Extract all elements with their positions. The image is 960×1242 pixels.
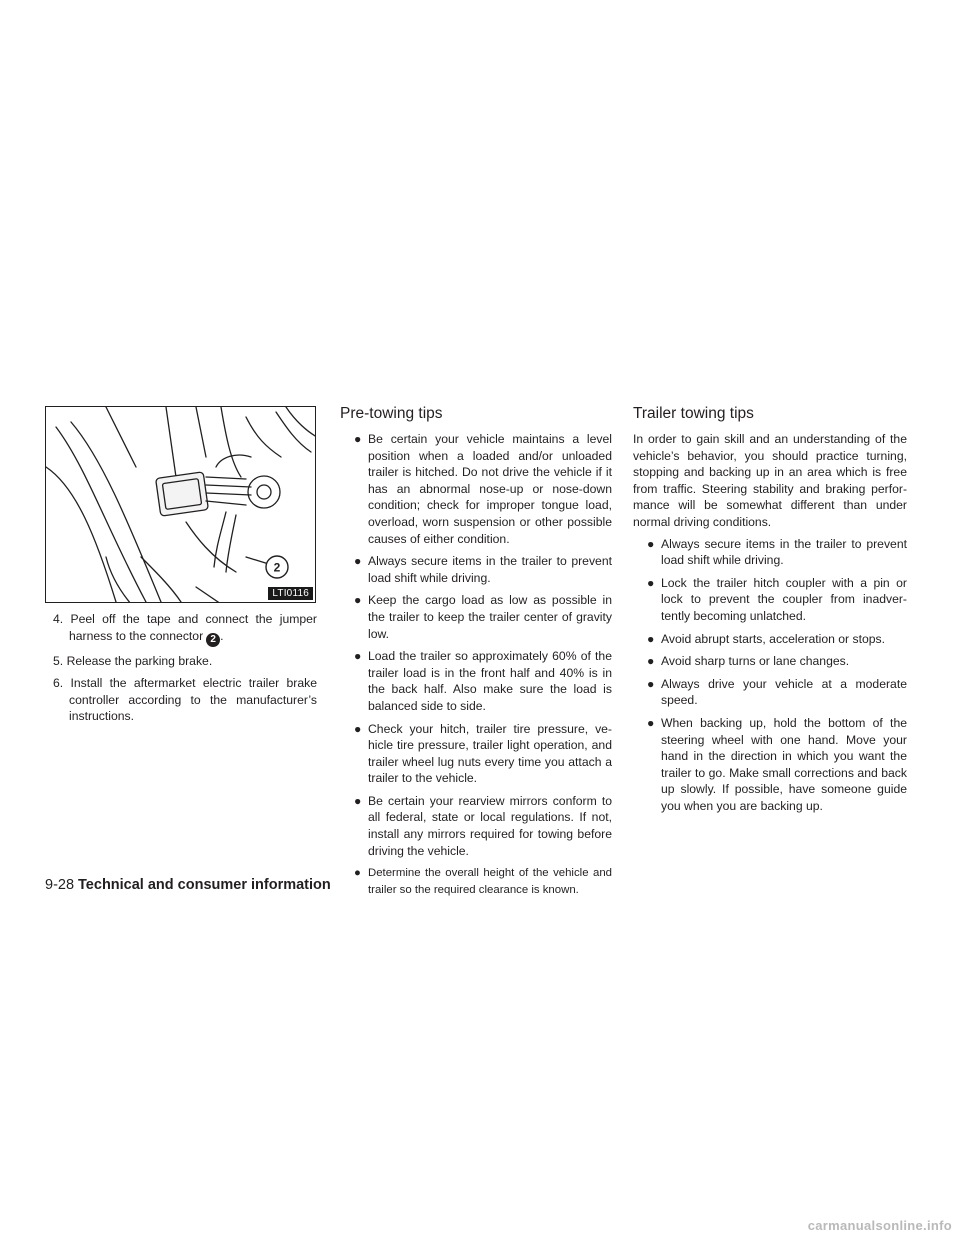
bullet-icon: ●	[354, 649, 362, 664]
item-text: Check your hitch, trailer tire pressure, ve-hicle tire pressure, trailer light operation, and trailer wheel lug nuts every time you attach a trailer to the vehicle.	[368, 721, 612, 786]
section-heading: Pre-towing tips	[340, 405, 443, 422]
item-text: Avoid sharp turns or lane changes.	[661, 654, 850, 669]
installation-steps	[45, 611, 317, 731]
bullet-icon: ●	[647, 631, 655, 646]
step-5	[45, 653, 317, 670]
section-heading: Trailer towing tips	[633, 405, 754, 422]
item-text: Always secure items in the trailer to prevent load shift while driving.	[368, 554, 612, 585]
bullet-icon: ●	[647, 676, 655, 691]
bullet-icon: ●	[354, 721, 362, 736]
step-text: Peel off the tape and connect the jumper harness to the connector	[69, 612, 317, 643]
item-text: Keep the cargo load as low as possible in the trailer to keep the trailer center of gravity low.	[368, 593, 612, 641]
intro-paragraph: In order to gain skill and an understanding of the vehicle’s behavior, you should practice turning, stopping and backing up in an area which is free from traffic. Steering stability and braking perfor-mance will be somewhat different than under normal driving conditions.	[633, 432, 907, 529]
item-text: Load the trailer so approximately 60% of the trailer load is in the front half and 40% is in the back half. Also make sure the load is balanced side to side.	[368, 649, 612, 713]
section-title: Technical and consumer information	[78, 877, 331, 893]
item-text: Always drive your vehicle at a moderate speed.	[661, 676, 907, 708]
list-item	[340, 793, 612, 859]
callout-2-icon: 2	[206, 633, 220, 647]
bullet-icon: ●	[647, 575, 655, 590]
list-item	[633, 715, 907, 815]
item-text: Avoid abrupt starts, acceleration or stops.	[661, 631, 886, 646]
step-4	[45, 611, 317, 647]
step-6	[45, 675, 317, 725]
list-item	[340, 592, 612, 642]
bullet-icon: ●	[354, 867, 361, 880]
step-number: 5.	[53, 653, 64, 668]
connector-illustration	[45, 406, 316, 603]
trailer-towing-list	[633, 536, 907, 815]
step-number: 6.	[53, 676, 64, 691]
item-text: Be certain your rearview mirrors conform to all federal, state or local regulations. If not, install any mirrors required for towing before driving the vehicle.	[368, 793, 612, 858]
list-item	[633, 631, 907, 648]
list-item	[633, 536, 907, 569]
bullet-icon: ●	[647, 536, 655, 551]
wiring-harness-drawing	[46, 407, 316, 603]
item-text: Always secure items in the trailer to prevent load shift while driving.	[661, 536, 907, 568]
bullet-icon: ●	[647, 654, 655, 669]
list-item	[340, 721, 612, 787]
trailer-towing-section	[633, 404, 907, 820]
list-item	[340, 431, 612, 547]
watermark-text[interactable]: carmanualsonline.info	[807, 1218, 952, 1233]
callout-number: 2	[273, 560, 281, 575]
page-footer	[45, 876, 331, 894]
list-item	[633, 575, 907, 625]
pre-towing-section	[340, 404, 612, 904]
item-text: Determine the overall height of the vehicle and trailer so the required clearance is known.	[368, 867, 612, 896]
list-item	[340, 553, 612, 586]
bullet-icon: ●	[354, 432, 362, 446]
step-text: Release the parking brake.	[66, 653, 213, 668]
bullet-icon: ●	[354, 554, 362, 569]
item-text: Be certain your vehicle maintains a level position when a loaded and/or unloaded trailer is hitched. Do not drive the vehicle if it has an abnormal nose-up or nose-down condition; check for improper tongue load, overload, worn suspension or other possible causes of either condition.	[368, 432, 612, 546]
list-item	[633, 676, 907, 709]
step-text: Install the aftermarket electric trailer brake controller according to the manufacturer’s instructions.	[69, 676, 317, 724]
bullet-icon: ●	[354, 793, 362, 808]
item-text: When backing up, hold the bottom of the steering wheel with one hand. Move your hand in the direction in which you want the trailer to go. Make small corrections and back up slowly. If possible, have someone guide you when you are backing up.	[661, 715, 907, 813]
bullet-icon: ●	[354, 593, 362, 608]
page-number: 9-28	[45, 877, 75, 893]
step-punctuation: .	[220, 628, 224, 643]
bullet-icon: ●	[647, 715, 655, 730]
step-number: 4.	[53, 612, 64, 626]
item-text: Lock the trailer hitch coupler with a pin or lock to prevent the coupler from inadver-tently becoming unlatched.	[661, 575, 907, 623]
figure-code: LTI0116	[268, 587, 313, 600]
list-item	[340, 865, 612, 898]
list-item	[633, 653, 907, 670]
pre-towing-list	[340, 431, 612, 898]
list-item	[340, 648, 612, 714]
